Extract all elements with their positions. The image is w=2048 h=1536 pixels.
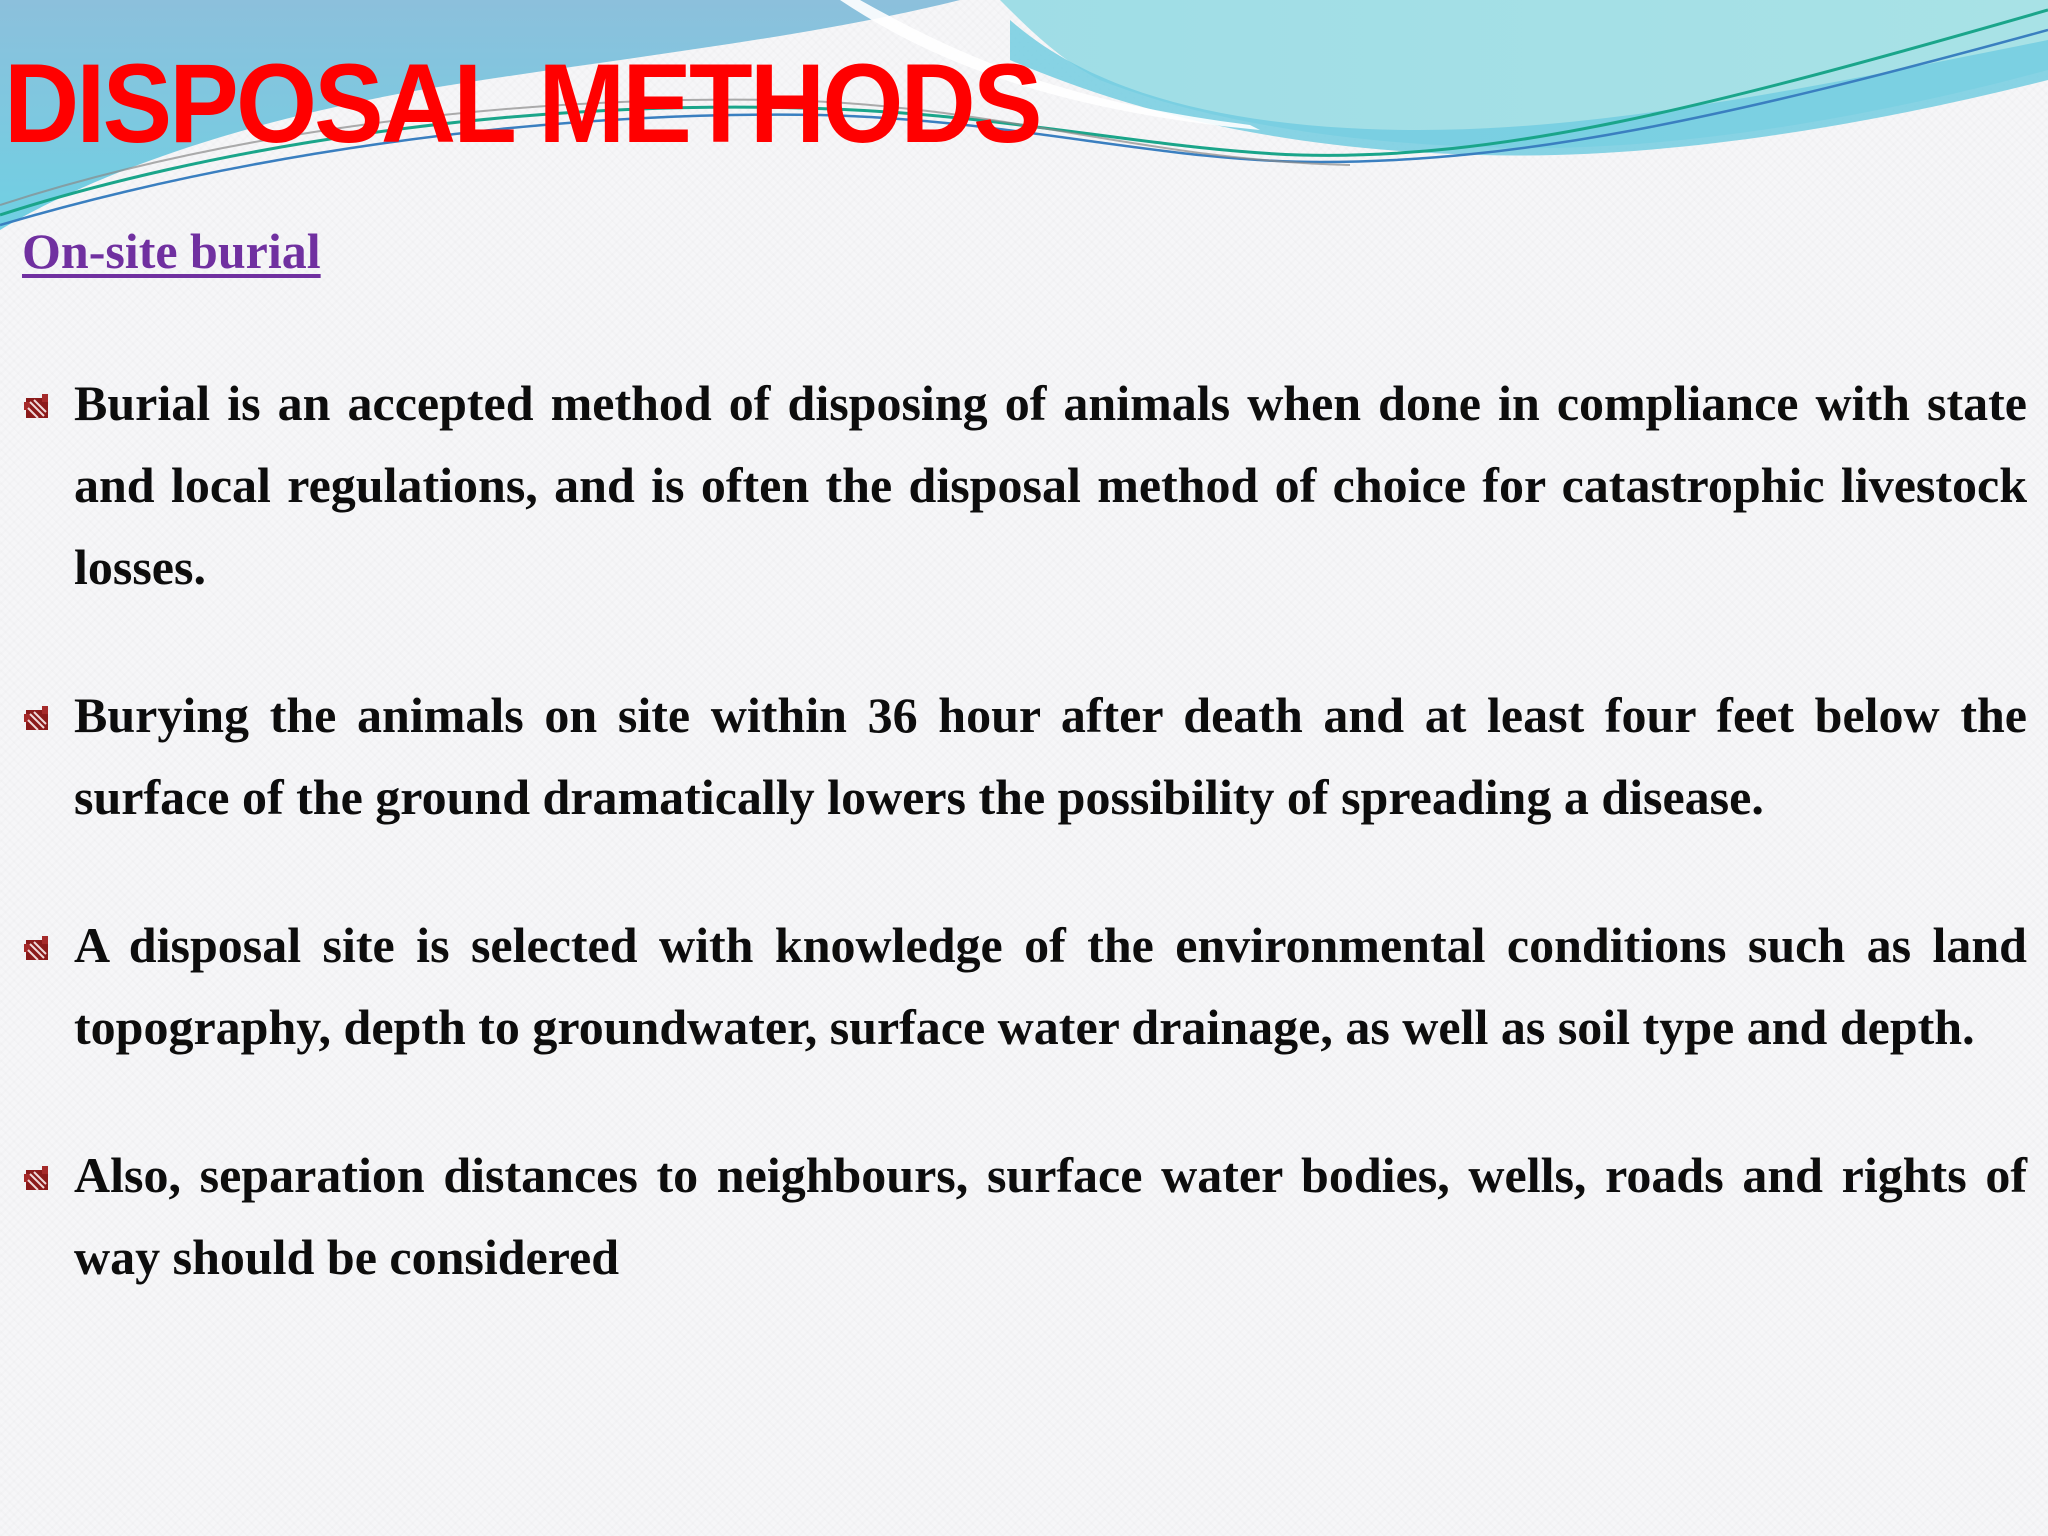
ornate-bullet-icon [22, 1164, 52, 1194]
section-subtitle: On-site burial [22, 223, 321, 279]
bullet-text: Burial is an accepted method of disposing of animals when done in compliance with state and local regulations, and is often the disposal method of choice for catastrophic livestock losses. [74, 375, 2027, 595]
bullet-item [22, 1134, 2027, 1298]
bullet-item [22, 362, 2027, 608]
bullet-item [22, 904, 2027, 1068]
bullet-text: A disposal site is selected with knowledge of the environmental conditions such as land topography, depth to groundwater, surface water drainage, as well as soil type and depth. [74, 917, 2027, 1055]
ornate-bullet-icon [22, 392, 52, 422]
bullet-text: Burying the animals on site within 36 hour after death and at least four feet below the surface of the ground dramatically lowers the possibility of spreading a disease. [74, 687, 2027, 825]
bullet-list [22, 362, 2027, 1364]
ornate-bullet-icon [22, 934, 52, 964]
bullet-item [22, 674, 2027, 838]
ornate-bullet-icon [22, 704, 52, 734]
slide-title: DISPOSAL METHODS [4, 41, 1040, 166]
bullet-text: Also, separation distances to neighbours, surface water bodies, wells, roads and rights of way should be considered [74, 1147, 2027, 1285]
